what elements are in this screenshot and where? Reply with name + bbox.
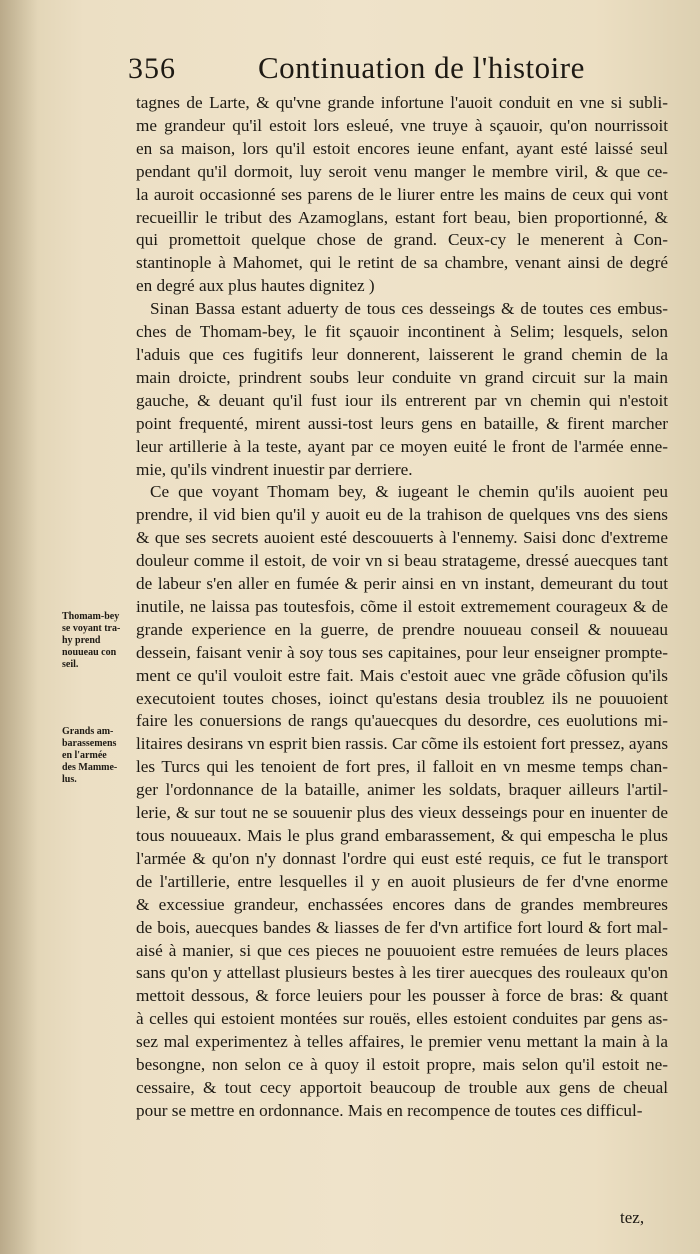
margin-note <box>62 726 134 786</box>
text-line: stantinople à Mahomet, qui le retint de sa chambre, venant ainsi de degré <box>136 253 668 273</box>
text-line: mie, qu'ils vindrent inuestir par derriere. <box>136 459 413 479</box>
text-line: les Turcs qui les tenoient de fort pres, il falloit en vn mesme temps chan- <box>136 757 668 777</box>
body-text <box>136 92 668 1123</box>
margin-note-line: hy prend <box>62 635 101 646</box>
text-line: de labeur s'en aller en fumée & perir ainsi en vn instant, demeurant du tout <box>136 574 668 594</box>
text-line: litaires desirans vn esprit bien rassis. Car cõme ils estoient fort pressez, ayans <box>136 734 668 754</box>
text-line: aisé à manier, si que ces pieces ne pouuoient estre remuées de leurs places <box>136 940 668 960</box>
text-line: gauche, & deuant qu'il fust iour ils entrerent par vn chemin qui n'estoit <box>136 390 668 410</box>
text-line: main droicte, prindrent soubs leur conduite vn grand circuit sur la main <box>136 367 668 387</box>
text-line: grande experience en la guerre, de prendre nouueau conseil & nouueau <box>136 619 668 639</box>
text-line: besongne, non selon ce à quoy il estoit propre, mais selon qu'il estoit ne- <box>136 1055 668 1075</box>
text-line: recueillir le tribut des Azamoglans, estant fort beau, bien proportionné, & <box>136 207 668 227</box>
text-line: sez mal experimentez à telles affaires, le premier venu mettant la main à la <box>136 1032 668 1052</box>
text-line: l'aduis que ces fugitifs leur donnerent, laisserent le grand chemin de la <box>136 344 668 364</box>
text-line: inutile, ne laissa pas toutesfois, cõme il estoit extremement courageux & de <box>136 596 668 616</box>
text-line: Ce que voyant Thomam bey, & iugeant le chemin qu'ils auoient peu <box>150 482 668 502</box>
text-line: tous nouueaux. Mais le plus grand embarassement, & qui empescha le plus <box>136 826 668 845</box>
text-line: leur artillerie à la teste, ayant par ce moyen euité le front de l'armée enne- <box>136 436 668 456</box>
margin-note-line: barassemens <box>62 738 117 749</box>
text-line: en sa maison, lors qu'il estoit encores ieune enfant, ayant esté laissé seul <box>136 138 668 158</box>
text-line: à celles qui estoient montées sur rouës, elles estoient conduites par gens as- <box>136 1009 668 1029</box>
text-line: la auroit occasionné ses parens de le liurer entre les mains de ceux qui vont <box>136 184 668 204</box>
text-line: dessein, faisant venir à soy tous ses capitaines, pour leur enseigner prompte- <box>136 642 668 662</box>
margin-note-line: nouueau con <box>62 647 117 658</box>
catchword: tez, <box>620 1208 645 1227</box>
margin-note-line: en l'armée <box>62 750 107 761</box>
text-line: en degré aux plus hautes dignitez ) <box>136 276 375 296</box>
text-line: point frequenté, mirent aussi-tost leurs gens en bataille, & firent marcher <box>136 413 668 433</box>
text-line: cessaire, & tout cecy apportoit beaucoup de trouble aux gens de cheual <box>136 1077 668 1097</box>
text-line: de l'artillerie, entre lesquelles il y en auoit plusieurs de fer d'vne enorme <box>136 871 668 891</box>
text-line: prendre, il vid bien qu'il y auoit eu de la trahison de quelques vns des siens <box>136 505 668 525</box>
margin-note-line: Grands am- <box>62 726 114 737</box>
text-line: ment ce qu'il vouloit estre fait. Mais c'estoit auec vne grãde cõfusion qu'ils <box>136 665 668 685</box>
text-line: tagnes de Larte, & qu'vne grande infortune l'auoit conduit en vne si subli- <box>136 93 668 112</box>
text-line: executoient toutes choses, ioinct qu'estans desia troublez ils ne pouuoient <box>136 688 668 708</box>
text-line: qui promettoit quelque chose de grand. Ceux-cy le menerent à Con- <box>136 230 668 250</box>
page-header <box>0 50 700 90</box>
page-number: 356 <box>128 52 176 85</box>
margin-note-line: des Mamme- <box>62 762 118 773</box>
text-line: lerie, & sur tout ne se souuenir plus des vieux desseings pour en inuenter de <box>136 803 668 823</box>
gutter-shadow <box>0 0 38 1254</box>
text-line: de bois, auecques bandes & liasses de fer d'vn artifice fort lourd & fort mal- <box>136 917 668 937</box>
text-line: Sinan Bassa estant aduerty de tous ces desseings & de toutes ces embus- <box>150 299 668 319</box>
text-line: & excessiue grandeur, enchassées encores dans de grandes membreures <box>136 894 668 914</box>
text-line: mettoit dessous, & force leuiers pour les pousser à force de bras: & quant <box>136 986 668 1006</box>
text-line: faire les conuersions de rangs qu'auecques du desordre, ces euolutions mi- <box>136 711 668 731</box>
text-line: ches de Thomam-bey, le fit sçauoir incontinent à Selim; lesquels, selon <box>136 322 668 342</box>
margin-note-line: Thomam-bey <box>62 611 120 622</box>
text-line: douleur comme il estoit, de voir vn si beau stratageme, dressé auecques tant <box>136 551 668 571</box>
text-line: me grandeur qu'il estoit lors esleué, vne truye à sçauoir, qu'on nourrissoit <box>136 115 668 135</box>
margin-note-line: se voyant tra- <box>62 623 121 634</box>
margin-note-line: lus. <box>62 774 77 785</box>
text-line: pour se mettre en ordonnance. Mais en recompence de toutes ces difficul- <box>136 1100 643 1120</box>
margin-note-line: seil. <box>62 659 79 670</box>
running-title: Continuation de l'histoire <box>258 50 585 85</box>
text-line: sans qu'on y attellast plusieurs bestes à les tirer auecques des rouleaux qu'on <box>136 963 668 983</box>
text-line: l'armée & qu'on n'y donnast l'ordre qui eust esté requis, ce fut le transport <box>136 848 668 868</box>
text-line: ger l'ordonnance de la bataille, animer les soldats, braquer ailleurs l'artil- <box>136 780 668 800</box>
text-line: pendant qu'il dormoit, luy seroit venu manger le membre viril, & que ce- <box>136 161 668 181</box>
margin-note <box>62 611 134 671</box>
text-line: & que ses secrets auoient esté descouuerts à l'ennemy. Saisi donc d'extreme <box>136 528 668 548</box>
